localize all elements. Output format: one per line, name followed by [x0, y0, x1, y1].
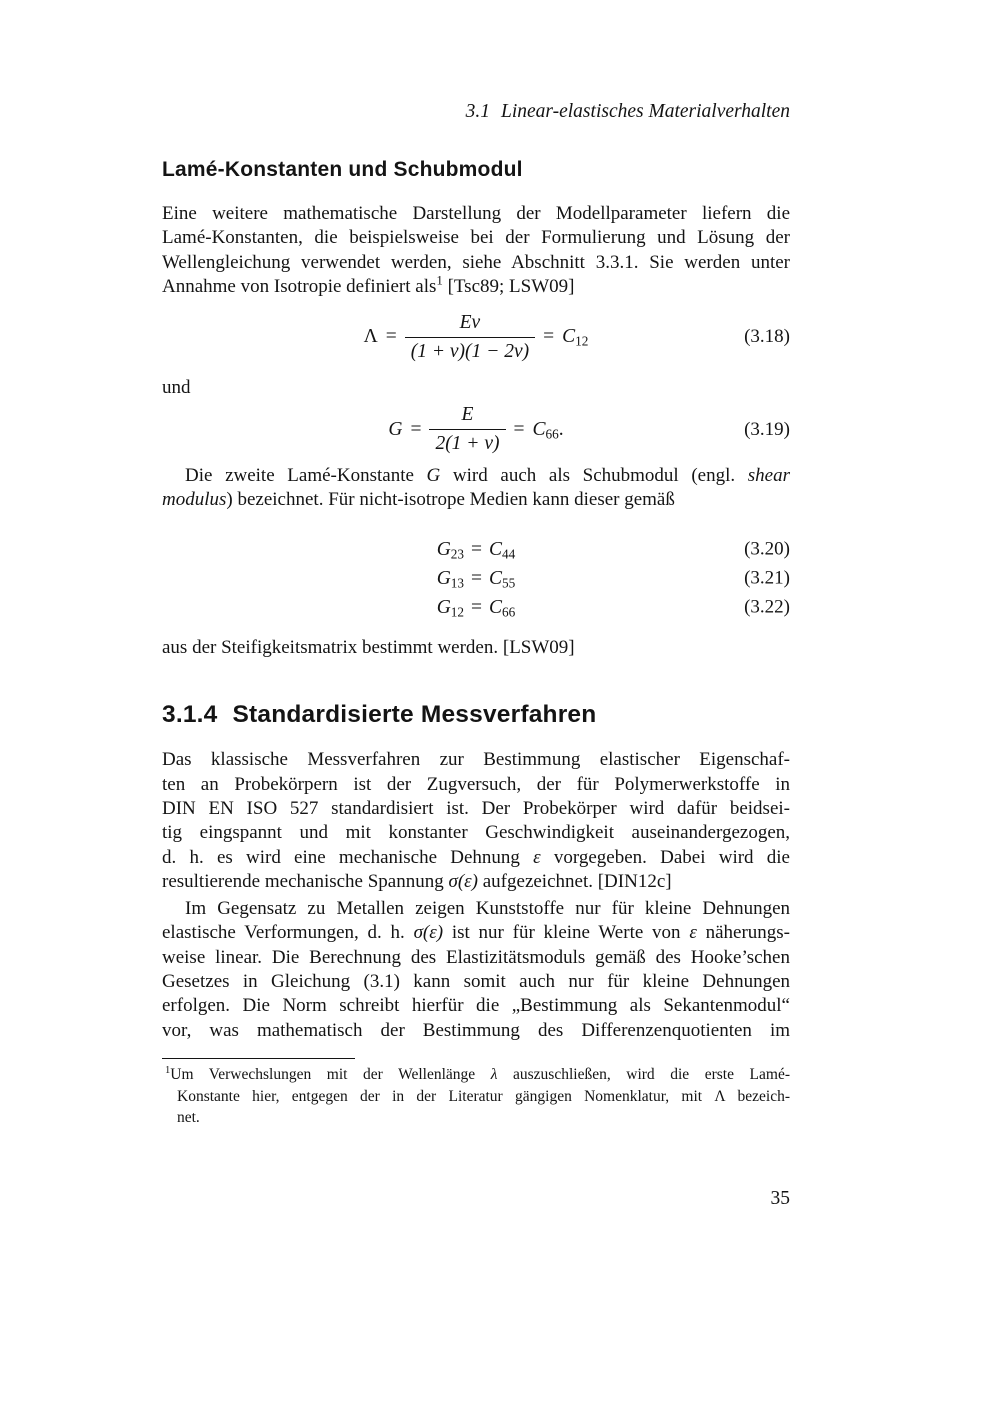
paragraph-messverfahren — [162, 748, 790, 894]
citation: [Tsc89; LSW09] — [442, 276, 575, 298]
text-segment: elastische Verformungen, d. h. — [162, 922, 414, 944]
subsection-heading — [162, 700, 790, 730]
paragraph-kunststoffe — [162, 897, 790, 1043]
text-line: Im Gegensatz zu Metallen zeigen Kunststoffe nur für kleine Dehnungen — [185, 897, 790, 919]
lambda-symbol: λ — [490, 1066, 498, 1084]
subscript: 12 — [450, 604, 465, 620]
footnote-reference: 1 — [436, 272, 443, 288]
equation-body — [437, 539, 516, 560]
text-line — [162, 846, 790, 870]
variable-g: G — [436, 596, 451, 618]
sigma-epsilon-term: σ(ε) — [413, 922, 444, 944]
epsilon-symbol: ε — [689, 922, 697, 944]
equation-3-19 — [162, 404, 790, 455]
rhs-term — [533, 419, 564, 441]
text-line — [162, 464, 790, 488]
equation-number: (3.19) — [744, 418, 790, 440]
footnote-line: net. — [177, 1109, 200, 1127]
variable-c: C — [489, 567, 503, 589]
text-line: Lamé-Konstanten, die beispielsweise bei der Formulierung und Lösung der — [162, 227, 790, 249]
paragraph-heading: Lamé-Konstanten und Schubmodul — [162, 158, 523, 181]
equals-sign: = — [471, 596, 483, 618]
subsection-title: Standardisierte Messverfahren — [232, 701, 597, 729]
subscript: 23 — [450, 546, 465, 562]
running-head-section-number: 3.1 — [465, 101, 490, 122]
text-line: DIN EN ISO 527 standardisiert ist. Der Probekörper wird dafür beidsei- — [162, 798, 790, 820]
equation-body — [437, 597, 516, 618]
variable-g: G — [436, 567, 451, 589]
text-line — [162, 870, 790, 894]
text-segment: vorgegeben. Dabei wird die — [540, 846, 790, 868]
subscript: 55 — [502, 575, 516, 591]
subscript: 66 — [545, 425, 559, 441]
text-line — [162, 921, 790, 945]
text-segment: ) bezeichnet. Für nicht-isotrope Medien kann dieser gemäß — [226, 489, 675, 511]
text-line: tig eingspannt und mit konstanter Geschwindigkeit auseinandergezogen, — [162, 822, 790, 844]
period: . — [558, 418, 564, 440]
equation-number: (3.20) — [744, 538, 790, 560]
equals-sign: = — [471, 538, 483, 560]
fraction-denominator: 2(1 + ν) — [429, 429, 505, 455]
fraction-denominator: (1 + ν)(1 − 2ν) — [405, 337, 535, 363]
text-line: erfolgen. Die Norm schreibt hierfür die „Bestimmung als Sekantenmodul“ — [162, 995, 790, 1017]
variable-g: G — [436, 538, 451, 560]
rhs-term — [562, 326, 588, 348]
text-segment: wird auch als Schubmodul (engl. — [440, 465, 748, 487]
equals-sign: = — [385, 326, 397, 348]
equation-body — [384, 404, 567, 455]
variable-c: C — [532, 418, 546, 440]
equation-body — [360, 312, 593, 363]
text-segment: Die zweite Lamé-Konstante — [185, 465, 427, 487]
subsection-number: 3.1.4 — [162, 701, 218, 729]
variable-g: G — [426, 465, 441, 487]
variable-c: C — [562, 326, 576, 348]
text-segment: ist nur für kleine Werte von — [443, 922, 690, 944]
footnote-marker: 1 — [165, 1064, 171, 1076]
lambda-symbol: Λ — [363, 326, 378, 348]
text-segment: näherungs- — [696, 922, 790, 944]
text-line: aus der Steifigkeitsmatrix bestimmt werden. [LSW09] — [162, 636, 575, 658]
variable-c: C — [489, 596, 503, 618]
fraction-numerator: E — [461, 404, 474, 426]
equation-3-22 — [162, 593, 790, 622]
equation-3-20 — [162, 535, 790, 564]
subscript: 44 — [502, 546, 516, 562]
epsilon-symbol: ε — [533, 846, 541, 868]
paragraph-lame-intro — [162, 202, 790, 300]
text-line: vor, was mathematisch der Bestimmung des Differenzenquotienten im — [162, 1019, 790, 1041]
equation-group — [162, 535, 790, 622]
text-line — [162, 272, 790, 299]
subscript: 66 — [502, 604, 516, 620]
text-line — [162, 488, 790, 512]
text-segment: resultierende mechanische Spannung — [162, 871, 449, 893]
equation-number: (3.18) — [744, 326, 790, 348]
text-segment: auszuschließen, wird die erste Lamé- — [497, 1066, 790, 1084]
footnote-line — [162, 1064, 790, 1086]
text-segment: Annahme von Isotropie definiert als — [162, 276, 437, 298]
text-segment: Um Verwechslungen mit der Wellenlänge — [170, 1066, 491, 1084]
equals-sign: = — [471, 567, 483, 589]
text-line: Gesetzes in Gleichung (3.1) kann somit auch nur für kleine Dehnungen — [162, 970, 790, 992]
footnote-rule — [162, 1058, 355, 1059]
text-segment: d. h. es wird eine mechanische Dehnung — [162, 846, 534, 868]
variable-c: C — [489, 538, 503, 560]
equation-3-18 — [162, 312, 790, 363]
equation-3-21 — [162, 564, 790, 593]
equation-body — [437, 568, 516, 589]
running-head-title: Linear-elastisches Materialverhalten — [501, 101, 790, 122]
variable-g: G — [388, 418, 403, 440]
text-line: Das klassische Messverfahren zur Bestimmung elastischer Eigenschaf- — [162, 749, 790, 771]
text-line: Eine weitere mathematische Darstellung der Modellparameter liefern die — [162, 203, 790, 224]
text-line: Wellengleichung verwendet werden, siehe Abschnitt 3.3.1. Sie werden unter — [162, 251, 790, 273]
text-line: ten an Probekörpern ist der Zugversuch, der für Polymerwerkstoffe in — [162, 773, 790, 795]
italic-term: modulus — [162, 489, 227, 511]
footnote — [162, 1064, 790, 1129]
page-number: 35 — [770, 1187, 790, 1209]
text-column — [162, 0, 790, 1211]
equation-number: (3.21) — [744, 567, 790, 589]
footnote-line: Konstante hier, entgegen der in der Literatur gängigen Nomenklatur, mit Λ bezeich- — [177, 1087, 790, 1105]
paragraph-schubmodul — [162, 464, 790, 513]
subscript: 12 — [575, 333, 589, 349]
connector-word: und — [162, 376, 191, 398]
equals-sign: = — [513, 418, 525, 440]
sigma-epsilon-term: σ(ε) — [448, 871, 478, 893]
text-line: weise linear. Die Berechnung des Elastizitätsmoduls gemäß des Hooke’schen — [162, 946, 790, 968]
equals-sign: = — [543, 326, 555, 348]
fraction — [405, 312, 535, 363]
subscript: 13 — [450, 575, 465, 591]
equation-number: (3.22) — [744, 596, 790, 618]
fraction — [429, 404, 505, 455]
running-head — [162, 100, 790, 124]
equals-sign: = — [410, 418, 422, 440]
text-segment: aufgezeichnet. [DIN12c] — [478, 871, 672, 893]
italic-term: shear — [747, 465, 790, 487]
fraction-numerator: Eν — [459, 311, 481, 333]
